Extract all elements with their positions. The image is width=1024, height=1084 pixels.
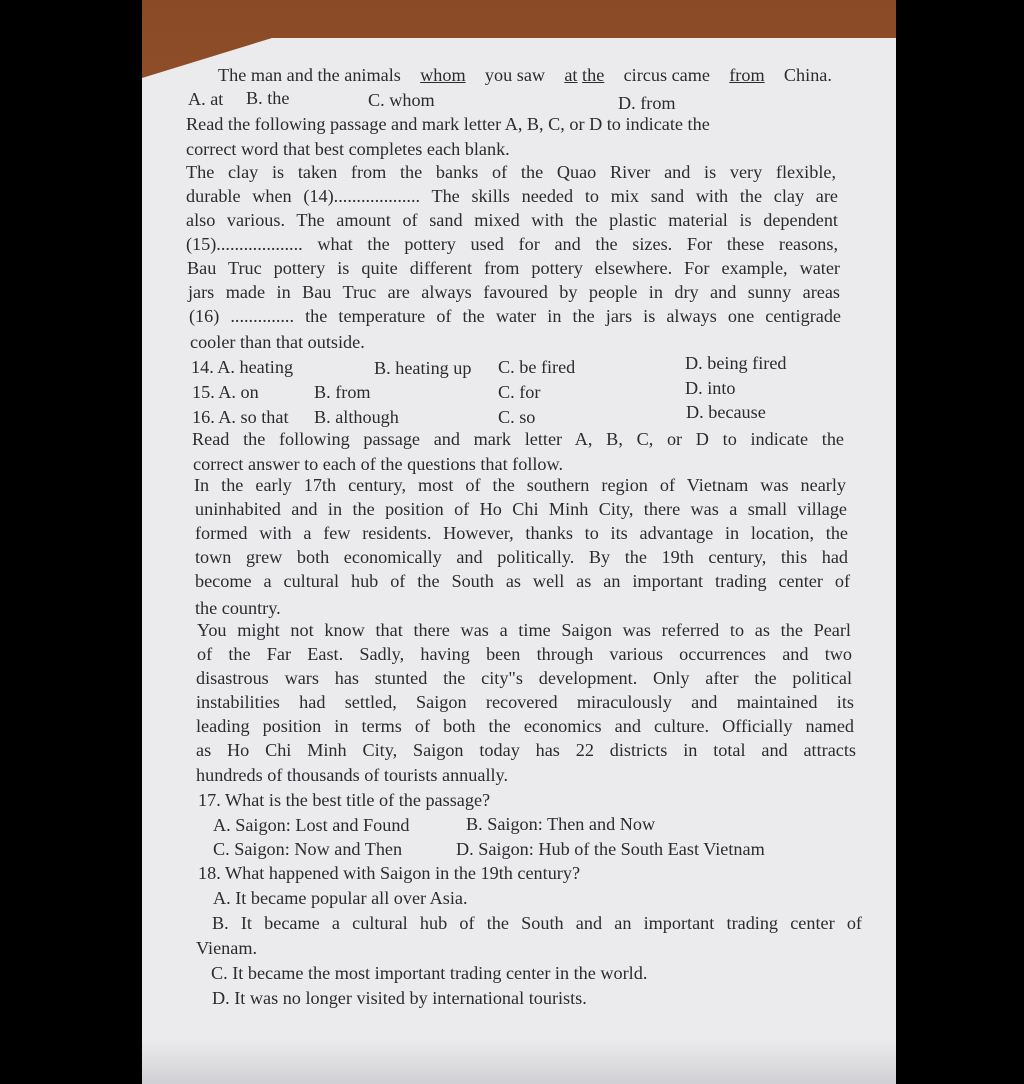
passage1-line: cooler than that outside. [190, 332, 365, 352]
q18-option-a: A. It became popular all over Asia. [213, 888, 468, 908]
q13-mid1: you saw [484, 65, 546, 85]
passage2-para2-line: leading position in terms of both the economics and culture. Officially named [196, 716, 854, 736]
q13-option-b: B. the [246, 88, 290, 108]
q15-option-c: C. for [498, 382, 541, 402]
q18-option-c: C. It became the most important trading center in the world. [211, 963, 648, 983]
passage2-para2-line: as Ho Chi Minh City, Saigon today has 22 districts in total and attracts [196, 740, 856, 760]
passage2-para1-line: formed with a few residents. However, thanks to its advantage in location, the [195, 523, 848, 543]
q13-underlined-the: the [582, 65, 605, 85]
q14-option-d: D. being fired [685, 353, 787, 373]
q13-option-c: C. whom [368, 90, 435, 110]
q13-mid2: circus came [623, 65, 710, 85]
q18-option-d: D. It was no longer visited by international tourists. [212, 988, 587, 1008]
q17-option-a: A. Saigon: Lost and Found [213, 815, 410, 835]
q14-option-b: B. heating up [374, 358, 472, 378]
q16-option-d: D. because [686, 402, 766, 422]
passage1-line: (15)................... what the pottery used for and the sizes. For these reasons, [186, 234, 838, 254]
passage2-para2-line: instabilities had settled, Saigon recovered miraculously and maintained its [196, 692, 854, 712]
q16-option-b: B. although [314, 407, 399, 427]
q13-underlined-whom: whom [420, 65, 466, 85]
q18-stem: 18. What happened with Saigon in the 19th century? [198, 863, 581, 883]
passage2-para1-line: the country. [195, 598, 281, 618]
q13-lead: The man and the animals [218, 65, 401, 85]
passage2-para1-line: become a cultural hub of the South as well as an important trading center of [195, 571, 850, 591]
passage2-para1-line: uninhabited and in the position of Ho Chi Minh City, there was a small village [195, 499, 847, 519]
passage1-line: jars made in Bau Truc are always favoured by people in dry and sunny areas [188, 282, 840, 302]
passage1-line: durable when (14)................... The skills needed to mix sand with the clay are [186, 186, 838, 206]
passage1-line: also various. The amount of sand mixed with the plastic material is dependent [186, 210, 838, 230]
q15-option-d: D. into [685, 378, 736, 398]
passage2-para2-line: hundreds of thousands of tourists annually. [196, 765, 509, 785]
passage2-instruction-line: correct answer to each of the questions that follow. [193, 454, 564, 474]
q15-option-a: 15. A. on [192, 382, 259, 402]
q17-option-d: D. Saigon: Hub of the South East Vietnam [456, 839, 765, 859]
passage2-para2-line: of the Far East. Sadly, having been through various occurrences and two [197, 644, 852, 664]
q17-option-b: B. Saigon: Then and Now [466, 814, 656, 834]
q13-option-a: A. at [188, 89, 224, 109]
passage1-line: The clay is taken from the banks of the Quao River and is very flexible, [186, 162, 836, 182]
paper-shadow [142, 1040, 896, 1084]
passage2-para2-line: disastrous wars has stunted the city"s development. Only after the political [196, 668, 852, 688]
passage2-instruction-line: Read the following passage and mark letter A, B, C, or D to indicate the [192, 429, 844, 449]
passage1-line: (16) .............. the temperature of the water in the jars is always one centigrade [189, 306, 841, 326]
q14-option-c: C. be fired [498, 357, 576, 377]
q16-option-a: 16. A. so that [192, 407, 289, 427]
q18-option-b: B. It became a cultural hub of the South and an important trading center of [212, 913, 862, 933]
passage2-para2-line: You might not know that there was a time Saigon was referred to as the Pearl [197, 620, 851, 640]
passage1-line: Bau Truc pottery is quite different from pottery elsewhere. For example, water [187, 258, 840, 278]
q13-option-d: D. from [618, 93, 676, 113]
passage2-para1-line: In the early 17th century, most of the southern region of Vietnam was nearly [194, 475, 846, 495]
q17-option-c: C. Saigon: Now and Then [213, 839, 403, 859]
q13-sentence [218, 64, 832, 86]
q17-stem: 17. What is the best title of the passage? [198, 790, 491, 810]
q13-tail: China. [783, 65, 832, 85]
q13-underlined-at: at [564, 65, 578, 85]
q16-option-c: C. so [498, 407, 536, 427]
q18-option-b-continued: Vienam. [196, 938, 258, 958]
q15-option-b: B. from [314, 382, 371, 402]
passage1-instruction-line: Read the following passage and mark letter A, B, C, or D to indicate the [186, 114, 710, 134]
q13-underlined-from: from [729, 65, 765, 85]
passage1-instruction-line: correct word that best completes each blank. [186, 139, 510, 159]
q14-option-a: 14. A. heating [191, 357, 294, 377]
passage2-para1-line: town grew both economically and politically. By the 19th century, this had [195, 547, 848, 567]
